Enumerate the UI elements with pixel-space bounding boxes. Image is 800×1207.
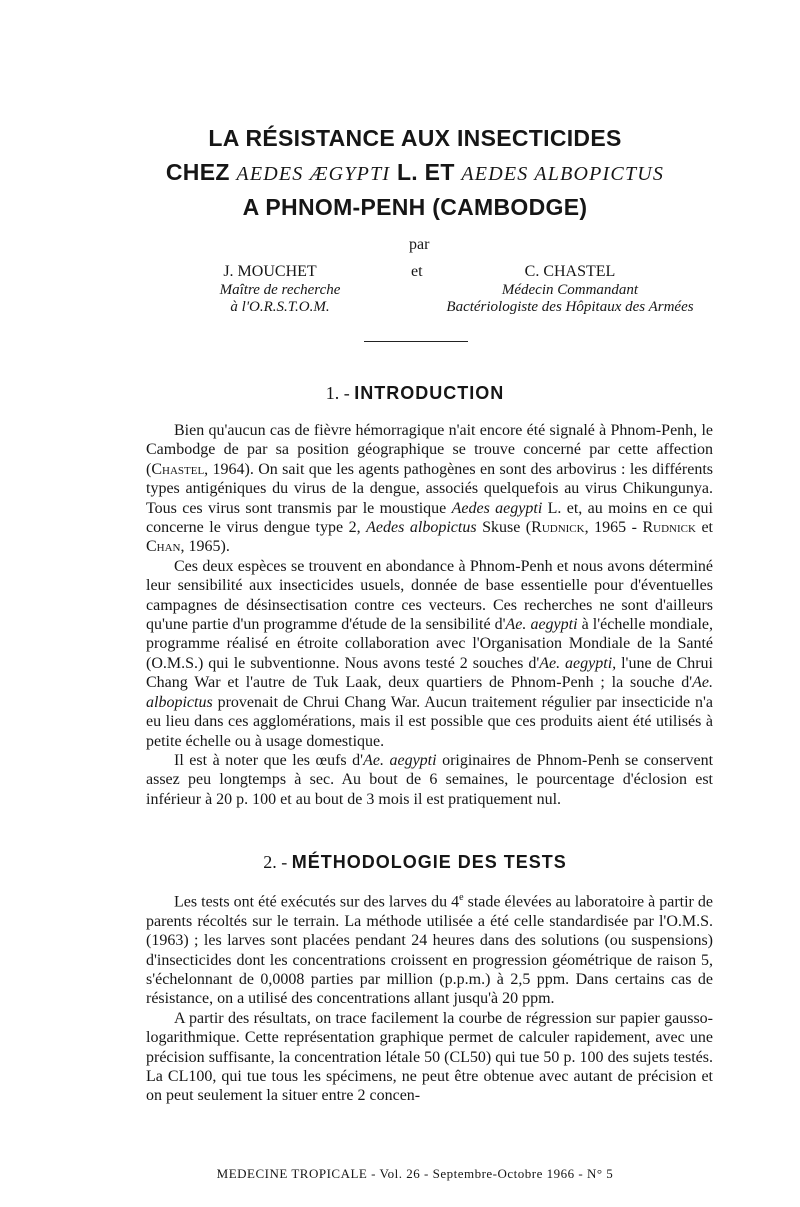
section-title: INTRODUCTION xyxy=(354,383,505,403)
methodologie-body xyxy=(146,888,713,1106)
section-number: 1. - xyxy=(325,383,350,403)
author-affiliation: Bactériologiste des Hôpitaux des Armées xyxy=(446,299,694,315)
paragraph xyxy=(146,1009,713,1106)
text-run: , 1965). xyxy=(180,538,230,556)
paragraph xyxy=(146,557,713,751)
text-run: , 1965 - xyxy=(584,519,643,537)
author-affiliation: Maître de recherche xyxy=(219,282,341,298)
introduction-body xyxy=(146,421,713,809)
text-run: provenait de Chrui Chang War. Aucun traitement régulier par insecticide n'a eu lieu dans ces agglomérations, mais il est possible que ces produits aient été utilisés à petite échelle ou à usage domestique. xyxy=(146,693,713,750)
section-title: MÉTHODOLOGIE DES TESTS xyxy=(291,852,567,872)
title-line-2 xyxy=(0,159,800,186)
section-heading-introduction xyxy=(0,383,800,404)
species-name-albopictus: AEDES ALBOPICTUS xyxy=(461,163,665,185)
text-run: A partir des résultats, on trace facilement la courbe de régression sur papier gausso-logarithmique. Cette représentation graphique permet de calculer rapidement, avec une précision suffisante, la concentration létale 50 (CL50) qui tue 50 p. 100 des sujets testés. La CL100, qui tue tous les spécimens, ne peut être obtenue avec autant de précision et on peut seulement la situer entre 2 concen- xyxy=(146,1009,713,1105)
paragraph xyxy=(146,888,713,1009)
text-run: et xyxy=(695,519,714,537)
title-text: L. ET xyxy=(396,159,455,185)
author-1 xyxy=(200,262,360,316)
text-run: Ces deux espèces se trouvent en abondance à Phnom-Penh et nous avons déterminé leur sensibilité aux insecticides usuels, donnée de base essentielle pour d'éventuelles campagnes de désinsectisation contre ces vecteurs. Ces recherches ne sont d'ailleurs qu'une partie d'un programme d'étude de la sensibilité d' xyxy=(146,557,713,634)
author-affiliation: à l'O.R.S.T.O.M. xyxy=(230,299,330,315)
author-affiliation: Médecin Commandant xyxy=(501,282,639,298)
italic-text: Aedes aegypti xyxy=(451,499,543,517)
title-text: CHEZ xyxy=(165,159,230,185)
text-run: l'une de Chrui Chang War et l'autre de Tuk Laak, deux quartiers de Phnom-Penh ; la souche d' xyxy=(146,654,713,692)
author-citation: Chan xyxy=(146,538,181,556)
text-run: Bien qu'aucun cas de fièvre hémorragique n'ait encore été signalé à Phnom-Penh, le Cambodge de par sa position géographique se trouve concerné par cette affection ( xyxy=(146,422,713,478)
author-name: J. MOUCHET xyxy=(223,263,317,280)
italic-text: Ae. albopictus xyxy=(146,674,713,711)
section-number: 2. - xyxy=(263,852,288,872)
author-name: C. CHASTEL xyxy=(524,263,616,280)
author-citation: Chastel xyxy=(151,460,205,478)
author-citation: Rudnick xyxy=(642,519,696,537)
text-run: à l'échelle mondiale, programme réalisé en étroite collaboration avec l'Organisation Mondiale de la Santé (O.M.S.) qui le subventionne. Nous avons testé 2 souches d' xyxy=(146,616,714,672)
author-citation: Rudnick xyxy=(531,519,585,537)
title-line-1 xyxy=(0,125,800,152)
text-run: Il est à noter que les œufs d' xyxy=(174,751,364,769)
text-run: stade élevées au laboratoire à partir de parents récoltés sur le terrain. La méthode utilisée a été celle standardisée par l'O.M.S. (1963) ; les larves sont placées pendant 24 heures dans des solutions (ou suspensions) d'insecticides dont les concentrations croissent en progression géométrique de raison 5, s'échelonnant de 0,0008 parties par million (p.p.m.) à 2,5 ppm. Dans certains cas de résistance, on a utilisé des concentrations allant jusqu'à 20 ppm. xyxy=(146,893,713,1008)
text-run: Skuse ( xyxy=(476,519,532,537)
separator-rule xyxy=(364,341,468,342)
title-text: LA RÉSISTANCE AUX INSECTICIDES xyxy=(208,125,622,151)
byline-par: par xyxy=(409,236,430,253)
title-text: A PHNOM-PENH (CAMBODGE) xyxy=(242,194,588,220)
text-run: , 1964). On sait que les agents pathogènes en sont des arbovirus : les différents types antigéniques du virus de la dengue, associés quelquefois au virus Chikungunya. Tous ces virus sont transmis par le moustique xyxy=(146,460,713,517)
italic-text: Aedes albopictus xyxy=(366,519,477,537)
paragraph xyxy=(146,421,713,557)
text-run: originaires de Phnom-Penh se conservent assez peu longtemps à sec. Au bout de 6 semaines, le pourcentage d'éclosion est inférieur à 20 p. 100 et au bout de 3 mois il est pratiquement nul. xyxy=(146,751,714,808)
section-heading-methodologie xyxy=(0,852,800,873)
paragraph xyxy=(146,751,713,809)
text-run: Les tests ont été exécutés sur des larves du 4 xyxy=(174,893,460,911)
italic-text: Ae. aegypti xyxy=(505,616,578,634)
author-2 xyxy=(420,262,720,316)
italic-text: Ae. aegypti, xyxy=(539,654,617,672)
italic-text: Ae. aegypti xyxy=(363,751,437,769)
title-line-3 xyxy=(0,194,800,221)
superscript: e xyxy=(459,892,464,903)
species-name-aegypti: AEDES ÆGYPTI xyxy=(236,163,391,185)
byline-et: et xyxy=(411,263,423,280)
text-run: L. et, au moins en ce qui concerne le virus dengue type 2, xyxy=(146,499,714,537)
journal-footer: MEDECINE TROPICALE - Vol. 26 - Septembre-Octobre 1966 - N° 5 xyxy=(216,1166,614,1181)
